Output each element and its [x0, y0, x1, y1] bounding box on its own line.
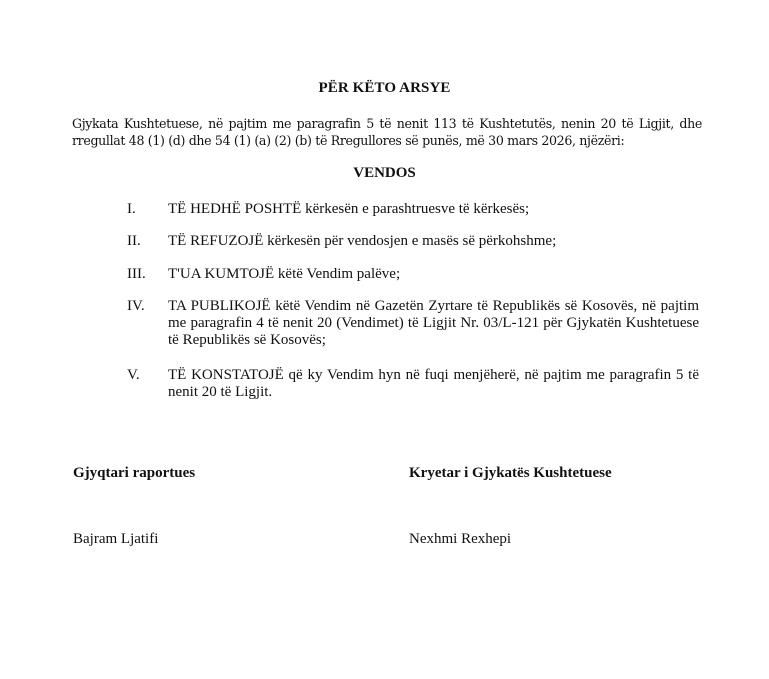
signature-name-right: Nexhmi Rexhepi: [409, 531, 512, 547]
decision-item-4: [127, 298, 699, 349]
item-text: TË REFUZOJË kërkesën për vendosjen e masës së përkohshme;: [168, 233, 557, 249]
decision-heading: VENDOS: [353, 165, 416, 181]
signature-name-left: Bajram Ljatifi: [73, 531, 159, 547]
item-number: IV.: [127, 298, 145, 314]
section-heading: PËR KËTO ARSYE: [318, 80, 451, 96]
intro-paragraph: Gjykata Kushtetuese, në pajtim me paragrafin 5 të nenit 113 të Kushtetutës, nenin 20 të Ligjit, dhe rregullat 48 (1) (d) dhe 54 (1) (a) (2) (b) të Rregullores së punës, më 30 mars 2026, njëzëri:: [72, 116, 702, 148]
decision-item-5: [127, 367, 699, 401]
item-number: I.: [127, 201, 136, 217]
decision-item-3: [127, 266, 699, 283]
signature-role-left: Gjyqtari raportues: [73, 465, 196, 481]
item-text: TË KONSTATOJË që ky Vendim hyn në fuqi menjëherë, në pajtim me paragrafin 5 të nenit 20 të Ligjit.: [168, 367, 699, 400]
decision-item-2: [127, 233, 699, 250]
signature-role-right: Kryetar i Gjykatës Kushtetuese: [409, 465, 612, 481]
decision-item-1: [127, 201, 699, 218]
item-number: II.: [127, 233, 141, 249]
item-number: V.: [127, 367, 140, 383]
item-number: III.: [127, 266, 146, 282]
item-text: T'UA KUMTOJË këtë Vendim palëve;: [168, 266, 401, 282]
item-text: TA PUBLIKOJË këtë Vendim në Gazetën Zyrtare të Republikës së Kosovës, në pajtim me paragrafin 4 të nenit 20 (Vendimet) të Ligjit Nr. 03/L-121 për Gjykatën Kushtetuese të Republikës së Kosovës;: [168, 298, 699, 348]
item-text: TË HEDHË POSHTË kërkesën e parashtruesve të kërkesës;: [168, 201, 530, 217]
